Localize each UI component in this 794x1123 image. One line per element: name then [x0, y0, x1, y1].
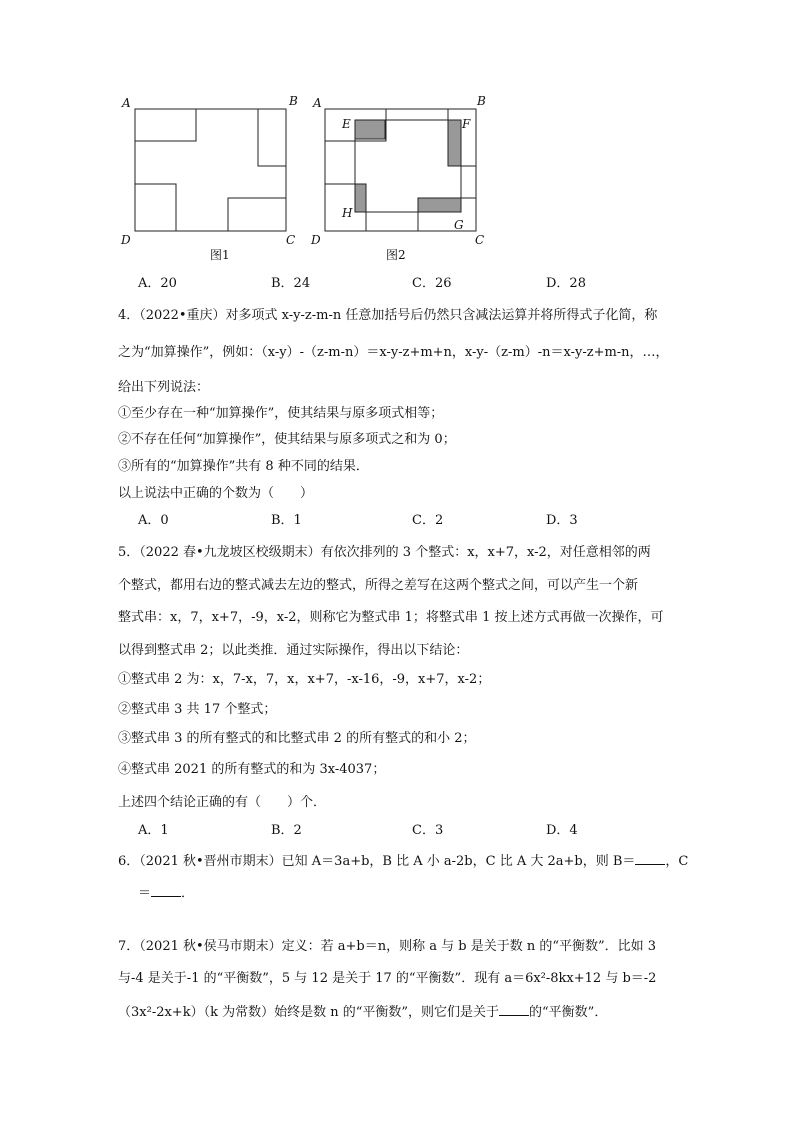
q7-blank[interactable] [499, 1003, 529, 1016]
q6-stem-line-2 [138, 882, 194, 901]
fig1-corner-c: C [286, 233, 296, 247]
q4-statement-1: ①至少存在一种“加算操作”，使其结果与原多项式相等； [118, 406, 444, 421]
q4-statement-2: ②不存在任何“加算操作”，使其结果与原多项式之和为 0； [118, 432, 456, 447]
fig2-point-h: H [342, 206, 353, 220]
q3-option-b[interactable]: B．24 [271, 276, 311, 291]
fig1-corner-b: B [289, 94, 298, 108]
q5-stem-line-1: 5．（2022 春•九龙坡区校级期末）有依次排列的 3 个整式：x，x+7，x-2，对任意相邻的两 [118, 545, 651, 560]
q7-stem-line-3 [118, 1001, 607, 1020]
q5-conclusion-4: ④整式串 2021 的所有整式的和为 3x-4037； [118, 762, 386, 777]
q4-option-c[interactable]: C．2 [412, 513, 444, 528]
q4-stem-line-1: 4．（2022•重庆）对多项式 x-y-z-m-n 任意加括号后仍然只含减法运算并将所得式子化简，称 [118, 308, 658, 323]
q5-stem-line-4: 以得到整式串 2；以此类推．通过实际操作，得出以下结论： [118, 643, 469, 658]
q6-stem-line-1 [118, 850, 688, 869]
fig2-caption: 图2 [386, 248, 406, 262]
q5-option-d[interactable]: D．4 [546, 823, 578, 838]
q7-stem-end: 的“平衡数”． [529, 1005, 608, 1020]
q4-statement-3: ③所有的“加算操作”共有 8 种不同的结果． [118, 459, 369, 474]
q6-end: ． [181, 886, 195, 901]
fig2-point-e: E [342, 117, 351, 131]
q5-conclusion-2: ②整式串 3 共 17 个整式； [118, 702, 277, 717]
q5-conclusion-3: ③整式串 3 的所有整式的和比整式串 2 的所有整式的和小 2； [118, 731, 476, 746]
fig2-point-f: F [462, 117, 471, 131]
q3-option-c[interactable]: C．26 [412, 276, 452, 291]
q5-option-b[interactable]: B．2 [271, 823, 302, 838]
q4-stem-line-2: 之为“加算操作”，例如：（x-y）-（z-m-n）＝x-y-z+m+n，x-y-（z-m）-n＝x-y-z+m-n，…， [118, 345, 669, 360]
q4-question: 以上说法中正确的个数为（ ） [118, 486, 314, 501]
figure-1-diagram [118, 92, 308, 262]
q4-option-b[interactable]: B．1 [271, 513, 302, 528]
q6-equals: ＝ [138, 886, 152, 901]
q6-blank-c[interactable] [151, 884, 181, 897]
q5-option-c[interactable]: C．3 [412, 823, 444, 838]
q5-stem-line-2: 个整式，都用右边的整式减去左边的整式，所得之差写在这两个整式之间，可以产生一个新 [118, 578, 639, 593]
q4-option-a[interactable]: A．0 [138, 513, 169, 528]
q5-stem-line-3: 整式串：x，7，x+7，-9，x-2，则称它为整式串 1；将整式串 1 按上述方式再做一次操作，可 [118, 610, 664, 625]
fig2-corner-c: C [475, 233, 485, 247]
q6-stem-text: 6．（2021 秋•晋州市期末）已知 A＝3a+b，B 比 A 小 a-2b，C 比 A 大 2a+b，则 B＝ [118, 854, 636, 869]
q4-option-d[interactable]: D．3 [546, 513, 578, 528]
fig1-corner-d: D [121, 233, 131, 247]
q7-stem-line-1: 7．（2021 秋•侯马市期末）定义：若 a+b＝n，则称 a 与 b 是关于数 n 的“平衡数”．比如 3 [118, 939, 657, 954]
fig2-corner-d: D [311, 233, 321, 247]
q6-blank-b[interactable] [635, 852, 665, 865]
fig1-caption: 图1 [210, 248, 230, 262]
q7-stem-text: （3x²-2x+k）（k 为常数）始终是数 n 的“平衡数”，则它们是关于 [118, 1005, 500, 1020]
q5-conclusion-1: ①整式串 2 为：x，7-x，7，x，x+7，-x-16，-9，x+7，x-2； [118, 672, 491, 687]
fig2-point-g: G [454, 218, 464, 232]
q3-option-a[interactable]: A．20 [138, 276, 177, 291]
q6-stem-mid: ，C [665, 854, 689, 869]
fig1-corner-a: A [122, 96, 131, 110]
q7-stem-line-2: 与-4 是关于-1 的“平衡数”，5 与 12 是关于 17 的“平衡数”．现有 a＝6x²-8kx+12 与 b＝-2 [118, 971, 657, 986]
q4-stem-line-3: 给出下列说法： [118, 380, 210, 395]
q5-question: 上述四个结论正确的有（ ）个． [118, 795, 327, 810]
fig2-corner-b: B [477, 94, 486, 108]
fig2-corner-a: A [313, 96, 322, 110]
q5-option-a[interactable]: A．1 [138, 823, 169, 838]
q3-option-d[interactable]: D．28 [546, 276, 586, 291]
